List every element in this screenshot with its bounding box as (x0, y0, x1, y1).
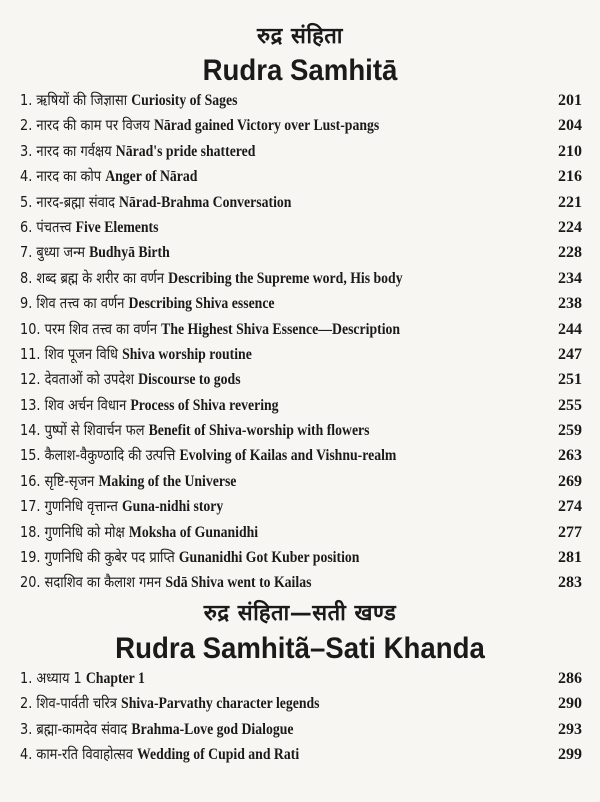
toc-entry-page-number: 201 (558, 92, 582, 109)
toc-entry-title (20, 266, 403, 291)
toc-entry-english-title: The Highest Shiva Essence—Description (161, 320, 401, 338)
toc-entry (20, 520, 582, 545)
toc-entry (20, 342, 582, 367)
toc-entry-number: 20. (20, 573, 41, 592)
toc-entry-page-number: 234 (558, 269, 582, 287)
toc-entry (20, 215, 582, 240)
toc-list-section1 (20, 88, 582, 596)
toc-entry-number: 5. (20, 192, 33, 211)
toc-entry-hindi-title: परम शिव तत्त्व का वर्णन (44, 319, 158, 338)
toc-entry-hindi-title: शब्द ब्रह्म के शरीर का वर्णन (36, 268, 165, 287)
toc-entry (20, 570, 582, 595)
toc-entry-english-title: Describing the Supreme word, His body (168, 269, 403, 287)
toc-entry (20, 494, 582, 519)
toc-entry (20, 113, 582, 138)
toc-entry-title (20, 342, 252, 367)
toc-entry-page-number: 244 (558, 320, 582, 338)
toc-entry-number: 10. (20, 319, 41, 338)
toc-entry-english-title: Curiosity of Sages (131, 92, 238, 109)
toc-entry-title (20, 215, 158, 240)
toc-entry-title (20, 190, 291, 215)
toc-entry-number: 13. (20, 395, 41, 414)
section-english-heading: Rudra Samhitā (202, 54, 398, 87)
toc-entry-title (20, 443, 396, 468)
toc-entry (20, 240, 582, 265)
toc-entry-number: 1. (20, 91, 33, 109)
toc-entry-title (20, 666, 145, 691)
toc-entry-number: 8. (20, 268, 33, 287)
toc-entry-hindi-title: शिव-पार्वती चरित्र (36, 694, 117, 713)
toc-entry-page-number: 210 (558, 142, 582, 160)
toc-entry-page-number: 269 (558, 472, 582, 490)
toc-entry-number: 2. (20, 116, 33, 135)
toc-entry-number: 4. (20, 167, 33, 186)
toc-entry-hindi-title: सृष्टि-सृजन (44, 471, 95, 490)
toc-entry-number: 16. (20, 471, 41, 490)
toc-entry-page-number: 255 (558, 396, 582, 414)
toc-entry-number: 17. (20, 497, 41, 516)
toc-entry-page-number: 228 (558, 244, 582, 262)
toc-entry-number: 4. (20, 745, 33, 764)
toc-entry-english-title: Budhyā Birth (89, 244, 170, 262)
toc-entry-english-title: Nārad gained Victory over Lust-pangs (153, 117, 380, 135)
toc-entry-page-number: 224 (558, 218, 582, 236)
toc-entry-english-title: Five Elements (75, 218, 159, 236)
toc-entry-english-title: Nārad-Brahma Conversation (119, 193, 292, 211)
toc-entry-hindi-title: नारद-ब्रह्मा संवाद (36, 192, 115, 211)
toc-entry (20, 418, 582, 443)
toc-entry-title (20, 291, 275, 316)
toc-entry-english-title: Process of Shiva revering (130, 396, 279, 414)
toc-entry-english-title: Moksha of Gunanidhi (128, 523, 259, 541)
toc-entry-title (20, 520, 258, 545)
toc-entry-hindi-title: बुध्या जन्म (36, 243, 85, 262)
toc-entry-hindi-title: देवताओं को उपदेश (44, 370, 135, 389)
toc-entry (20, 317, 582, 342)
toc-entry-hindi-title: गुणनिधि को मोक्ष (44, 522, 125, 541)
toc-entry-page-number: 263 (558, 447, 582, 465)
toc-entry-hindi-title: शिव तत्त्व का वर्णन (36, 294, 125, 313)
toc-entry-hindi-title: पंचतत्त्व (36, 217, 72, 236)
toc-entry-number: 15. (20, 446, 41, 465)
toc-entry-english-title: Nārad's pride shattered (115, 142, 256, 160)
toc-entry-number: 2. (20, 694, 33, 713)
toc-entry-hindi-title: कैलाश-वैकुण्ठादि की उत्पत्ति (44, 446, 176, 465)
toc-entry-title (20, 88, 237, 113)
toc-entry-number: 12. (20, 370, 41, 389)
toc-entry-page-number: 283 (558, 574, 582, 592)
toc-entry-english-title: Shiva worship routine (122, 345, 252, 363)
toc-entry-number: 7. (20, 243, 33, 262)
toc-entry-english-title: Anger of Nārad (105, 168, 198, 186)
toc-entry-page-number: 274 (558, 498, 582, 516)
toc-entry (20, 164, 582, 189)
toc-entry-number: 3. (20, 719, 33, 738)
section-english-heading: Rudra Samhitã–Sati Khanda (115, 632, 485, 665)
toc-entry-number: 14. (20, 421, 41, 440)
toc-entry-page-number: 259 (558, 422, 582, 440)
toc-entry-page-number: 299 (558, 746, 582, 764)
toc-entry-title (20, 240, 170, 265)
toc-entry-title (20, 469, 236, 494)
toc-entry-number: 3. (20, 141, 33, 160)
toc-entry-title (20, 545, 359, 570)
toc-entry-title (20, 717, 293, 742)
toc-entry-number: 9. (20, 294, 33, 313)
toc-list-section2 (20, 666, 582, 768)
toc-entry-title (20, 367, 241, 392)
toc-entry-hindi-title: गुणनिधि की कुबेर पद प्राप्ति (44, 548, 175, 567)
toc-entry-hindi-title: ऋषियों की जिज्ञासा (36, 91, 128, 109)
toc-entry (20, 139, 582, 164)
toc-entry-hindi-title: शिव अर्चन विधान (44, 395, 127, 414)
toc-entry-number: 1. (20, 669, 33, 687)
toc-entry-title (20, 317, 400, 342)
toc-entry-english-title: Describing Shiva essence (128, 295, 275, 313)
toc-entry-number: 19. (20, 548, 41, 567)
toc-entry-number: 6. (20, 217, 33, 236)
toc-entry-title (20, 570, 311, 595)
toc-entry-hindi-title: गुणनिधि वृत्तान्त (44, 497, 118, 516)
toc-entry-title (20, 691, 320, 716)
toc-entry (20, 443, 582, 468)
toc-entry-english-title: Wedding of Cupid and Rati (137, 746, 300, 764)
toc-entry-title (20, 393, 279, 418)
toc-entry (20, 717, 582, 742)
toc-entry-english-title: Gunanidhi Got Kuber position (178, 549, 360, 567)
toc-entry-number: 18. (20, 522, 41, 541)
toc-entry-title (20, 164, 197, 189)
toc-entry-page-number: 221 (558, 193, 582, 211)
toc-entry-hindi-title: नारद का गर्वक्षय (36, 141, 112, 160)
toc-entry-title (20, 418, 370, 443)
toc-entry (20, 266, 582, 291)
toc-entry-page-number: 216 (558, 168, 582, 186)
toc-entry-number: 11. (20, 344, 41, 363)
toc-entry-page-number: 290 (558, 695, 582, 713)
toc-entry (20, 367, 582, 392)
toc-entry (20, 469, 582, 494)
toc-entry (20, 666, 582, 691)
toc-entry-title (20, 113, 379, 138)
toc-entry (20, 393, 582, 418)
toc-entry-english-title: Discourse to gods (138, 371, 241, 389)
toc-entry-hindi-title: सदाशिव का कैलाश गमन (44, 573, 162, 592)
toc-entry-title (20, 139, 255, 164)
toc-entry-page-number: 251 (558, 371, 582, 389)
toc-entry-page-number: 277 (558, 523, 582, 541)
toc-entry-hindi-title: नारद की काम पर विजय (36, 116, 150, 135)
toc-entry-english-title: Sdā Shiva went to Kailas (165, 574, 312, 592)
toc-entry-english-title: Guna-nidhi story (121, 498, 224, 516)
toc-entry-page-number: 238 (558, 295, 582, 313)
toc-entry (20, 190, 582, 215)
toc-entry-title (20, 742, 299, 767)
toc-entry-page-number: 204 (558, 117, 582, 135)
toc-entry-hindi-title: नारद का कोप (36, 167, 102, 186)
section-hindi-heading: रुद्र संहिता—सती खण्ड (203, 601, 397, 626)
toc-entry (20, 742, 582, 767)
toc-entry-hindi-title: काम-रति विवाहोत्सव (36, 745, 133, 764)
toc-entry-page-number: 293 (558, 720, 582, 738)
toc-entry-english-title: Chapter 1 (85, 670, 145, 687)
toc-entry-english-title: Benefit of Shiva-worship with flowers (148, 422, 370, 440)
toc-entry-english-title: Evolving of Kailas and Vishnu-realm (179, 447, 397, 465)
toc-entry-hindi-title: पुष्पों से शिवार्चन फल (44, 421, 145, 440)
toc-entry-english-title: Making of the Universe (98, 472, 237, 490)
toc-entry (20, 88, 582, 113)
toc-entry-hindi-title: शिव पूजन विधि (44, 344, 118, 363)
toc-entry-page-number: 247 (558, 345, 582, 363)
section-hindi-heading: रुद्र संहिता (257, 24, 343, 49)
toc-entry-hindi-title: अध्याय 1 (36, 669, 82, 687)
toc-entry (20, 545, 582, 570)
toc-entry-hindi-title: ब्रह्मा-कामदेव संवाद (36, 719, 128, 738)
toc-entry-english-title: Brahma-Love god Dialogue (131, 720, 294, 738)
toc-entry (20, 691, 582, 716)
toc-entry-title (20, 494, 223, 519)
toc-entry-page-number: 286 (558, 670, 582, 687)
toc-entry-page-number: 281 (558, 549, 582, 567)
toc-entry-english-title: Shiva-Parvathy character legends (121, 695, 320, 713)
toc-entry (20, 291, 582, 316)
